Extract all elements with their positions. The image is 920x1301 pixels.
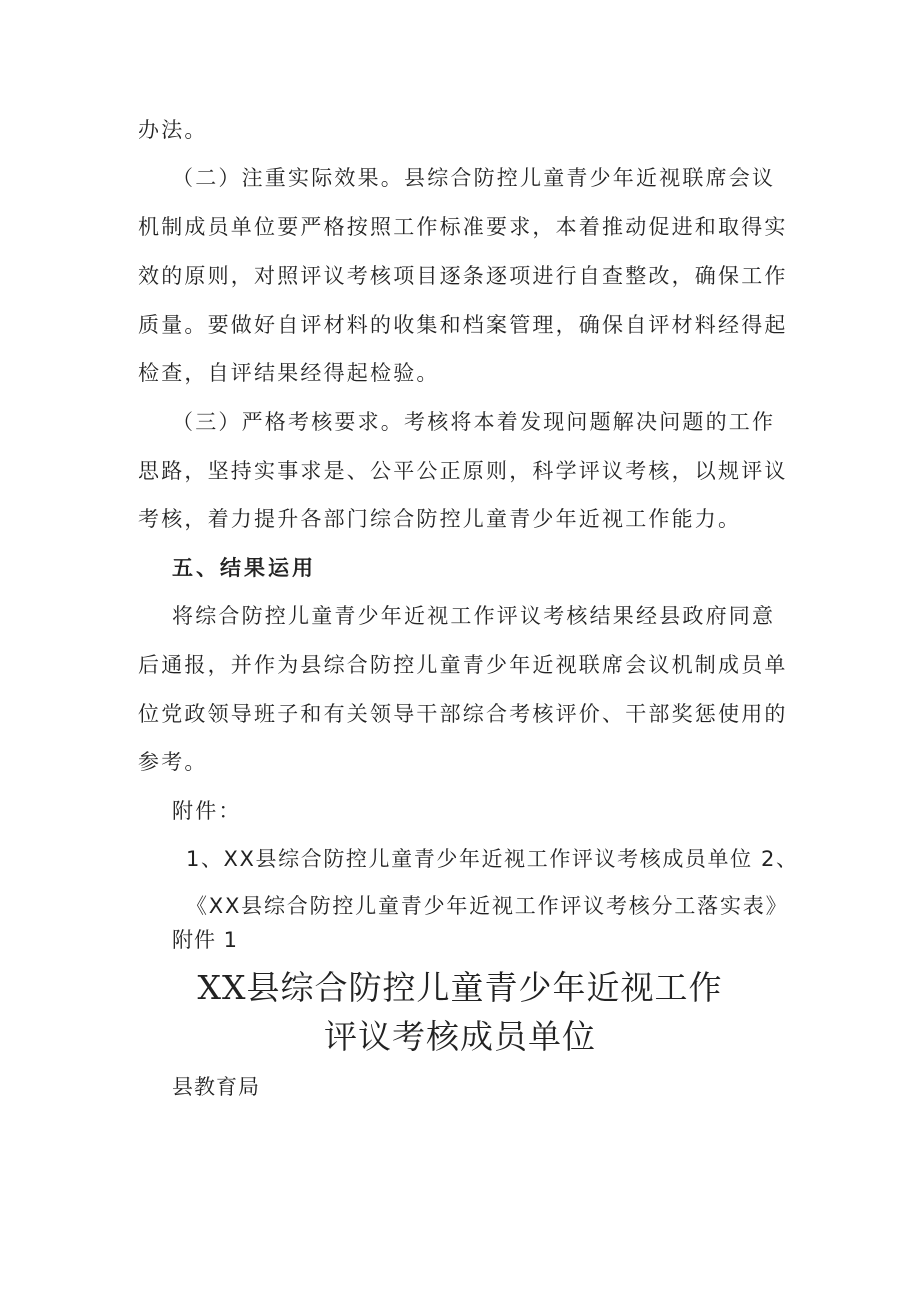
paragraph-line: 考核，着力提升各部门综合防控儿童青少年近视工作能力。 <box>138 507 742 531</box>
annex-title-line2: 评议考核成员单位 <box>324 1017 596 1056</box>
paragraph-line: 思路，坚持实事求是、公平公正原则，科学评议考核，以规评议 <box>138 459 788 483</box>
attachment-item: 《XX县综合防控儿童青少年近视工作评议考核分工落实表》 <box>186 894 789 918</box>
attachments-label: 附件： <box>172 799 242 823</box>
paragraph-line: 检查，自评结果经得起检验。 <box>138 361 440 385</box>
annex-title-line1: XX县综合防控儿童青少年近视工作 <box>197 968 723 1007</box>
paragraph-line: 将综合防控儿童青少年近视工作评议考核结果经县政府同意 <box>172 604 776 628</box>
attachment-item: 1、XX县综合防控儿童青少年近视工作评议考核成员单位 2、 <box>186 847 799 871</box>
member-unit: 县教育局 <box>172 1075 260 1099</box>
paragraph-line: 效的原则，对照评议考核项目逐条逐项进行自查整改，确保工作 <box>138 264 788 288</box>
section-heading: 五、结果运用 <box>172 556 316 580</box>
paragraph-line: （二）注重实际效果。县综合防控儿童青少年近视联席会议 <box>172 166 776 190</box>
annex-label: 附件 1 <box>172 928 239 952</box>
paragraph-line: 机制成员单位要严格按照工作标准要求，本着推动促进和取得实 <box>138 215 788 239</box>
paragraph-line: 参考。 <box>138 750 208 774</box>
paragraph-line: 后通报，并作为县综合防控儿童青少年近视联席会议机制成员单 <box>138 653 788 677</box>
paragraph-line: （三）严格考核要求。考核将本着发现问题解决问题的工作 <box>172 410 776 434</box>
paragraph-line: 位党政领导班子和有关领导干部综合考核评价、干部奖惩使用的 <box>138 702 788 726</box>
paragraph-line: 办法。 <box>138 118 208 142</box>
paragraph-line: 质量。要做好自评材料的收集和档案管理，确保自评材料经得起 <box>138 313 788 337</box>
